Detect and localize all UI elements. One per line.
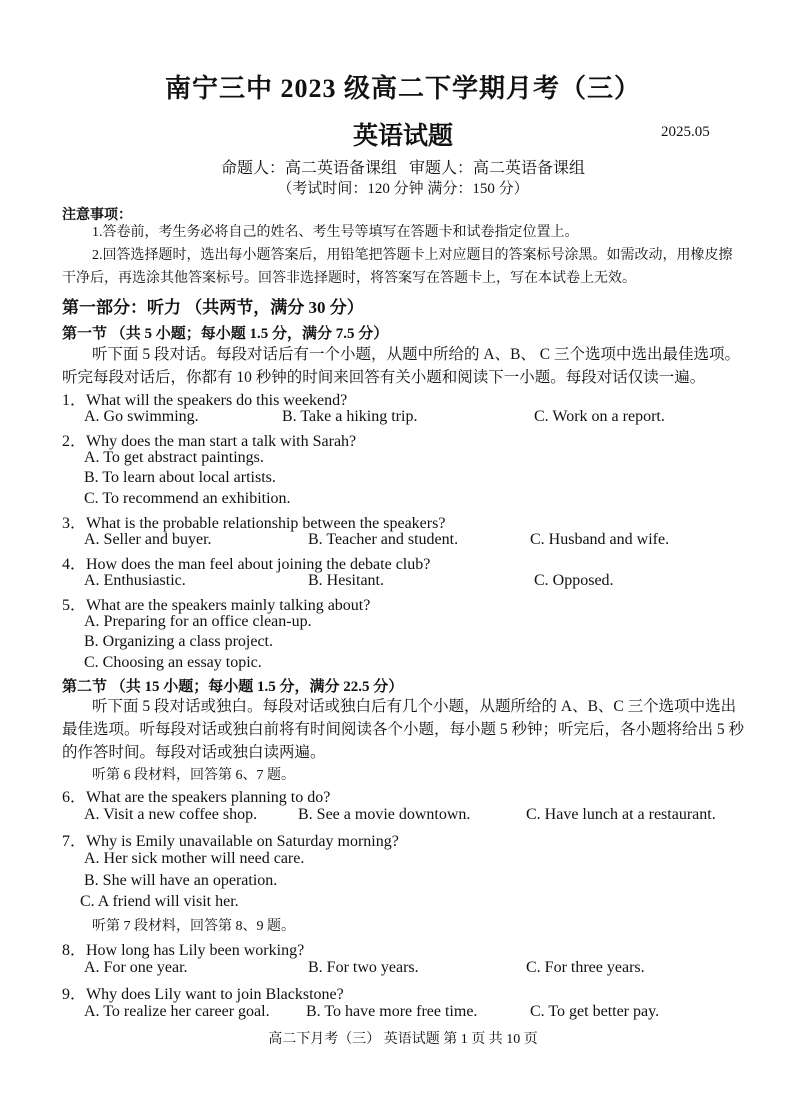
question-8: 8．How long has Lily been working? [62, 942, 305, 959]
question-6: 6．What are the speakers planning to do? [62, 789, 331, 806]
q2-option-b: B. To learn about local artists. [84, 469, 276, 486]
question-2: 2．Why does the man start a talk with Sarah? [62, 433, 357, 450]
question-9: 9．Why does Lily want to join Blackstone? [62, 986, 344, 1003]
part1-heading: 第一部分：听力 （共两节，满分 30 分） [62, 298, 364, 317]
q4-option-b: B. Hesitant. [308, 572, 384, 589]
note-item-1: 1.答卷前，考生务必将自己的姓名、考生号等填写在答题卡和试卷指定位置上。 [92, 225, 579, 240]
q2-option-a: A. To get abstract paintings. [84, 449, 264, 466]
q7-option-b: B. She will have an operation. [84, 872, 278, 889]
q5-option-a: A. Preparing for an office clean-up. [84, 613, 312, 630]
q1-option-b: B. Take a hiking trip. [282, 408, 418, 425]
page-footer: 高二下月考（三） 英语试题 第 1 页 共 10 页 [268, 1032, 538, 1047]
q5-option-c: C. Choosing an essay topic. [84, 654, 262, 671]
q6-option-b: B. See a movie downtown. [298, 806, 471, 823]
question-3: 3．What is the probable relationship between the speakers? [62, 515, 446, 532]
question-4: 4．How does the man feel about joining the debate club? [62, 556, 431, 573]
section2-directions: 听下面 5 段对话或独白。每段对话或独白后有几个小题，从题所给的 A、B、C 三个选项中选出最佳选项。听每段对话或独白前将有时间阅读各个小题，每小题 5 秒钟；听完后，各小题将给出 5 秒的作答时间。每段对话或独白读两遍。 [62, 698, 745, 761]
exam-date: 2025.05 [661, 124, 710, 140]
exam-title: 南宁三中 2023 级高二下学期月考（三） [164, 74, 641, 103]
section1-heading: 第一节 （共 5 小题；每小题 1.5 分，满分 7.5 分） [62, 326, 389, 342]
q1-option-a: A. Go swimming. [84, 408, 199, 425]
question-5: 5．What are the speakers mainly talking about? [62, 597, 371, 614]
q9-option-c: C. To get better pay. [530, 1003, 660, 1020]
q3-option-c: C. Husband and wife. [530, 531, 670, 548]
q9-option-a: A. To realize her career goal. [84, 1003, 270, 1020]
q7-option-c: C. A friend will visit her. [80, 893, 239, 910]
q4-option-a: A. Enthusiastic. [84, 572, 186, 589]
q3-option-a: A. Seller and buyer. [84, 531, 212, 548]
cue-material-6: 听第 6 段材料，回答第 6、7 题。 [92, 768, 295, 783]
q6-option-c: C. Have lunch at a restaurant. [526, 806, 716, 823]
cue-material-7: 听第 7 段材料，回答第 8、9 题。 [92, 919, 295, 934]
q6-option-a: A. Visit a new coffee shop. [84, 806, 258, 823]
note-item-2: 2.回答选择题时，选出每小题答案后，用铅笔把答题卡上对应题目的答案标号涂黑。如需改动，用橡皮擦干净后，再选涂其他答案标号。回答非选择题时，将答案写在答题卡上，写在本试卷上无效。 [62, 248, 733, 286]
q9-option-b: B. To have more free time. [306, 1003, 478, 1020]
question-1: 1．What will the speakers do this weekend? [62, 392, 348, 409]
q5-option-b: B. Organizing a class project. [84, 633, 273, 650]
section1-directions: 听下面 5 段对话。每段对话后有一个小题，从题中所给的 A、B、 C 三个选项中选出最佳选项。听完每段对话后，你都有 10 秒钟的时间来回答有关小题和阅读下一小题。每段对话仅读一遍。 [62, 346, 740, 386]
question-7: 7．Why is Emily unavailable on Saturday morning? [62, 833, 399, 850]
q4-option-c: C. Opposed. [534, 572, 614, 589]
q3-option-b: B. Teacher and student. [308, 531, 459, 548]
notes-heading: 注意事项： [62, 208, 132, 223]
exam-meta: （考试时间：120 分钟 满分：150 分） [277, 181, 529, 197]
q8-option-b: B. For two years. [308, 959, 419, 976]
q7-option-a: A. Her sick mother will need care. [84, 850, 305, 867]
section2-heading: 第二节 （共 15 小题；每小题 1.5 分，满分 22.5 分） [62, 679, 404, 695]
q8-option-c: C. For three years. [526, 959, 645, 976]
q8-option-a: A. For one year. [84, 959, 188, 976]
q1-option-c: C. Work on a report. [534, 408, 665, 425]
subject-title: 英语试题 [352, 123, 453, 150]
setter-line: 命题人：高二英语备课组 审题人：高二英语备课组 [220, 160, 585, 177]
q2-option-c: C. To recommend an exhibition. [84, 490, 291, 507]
